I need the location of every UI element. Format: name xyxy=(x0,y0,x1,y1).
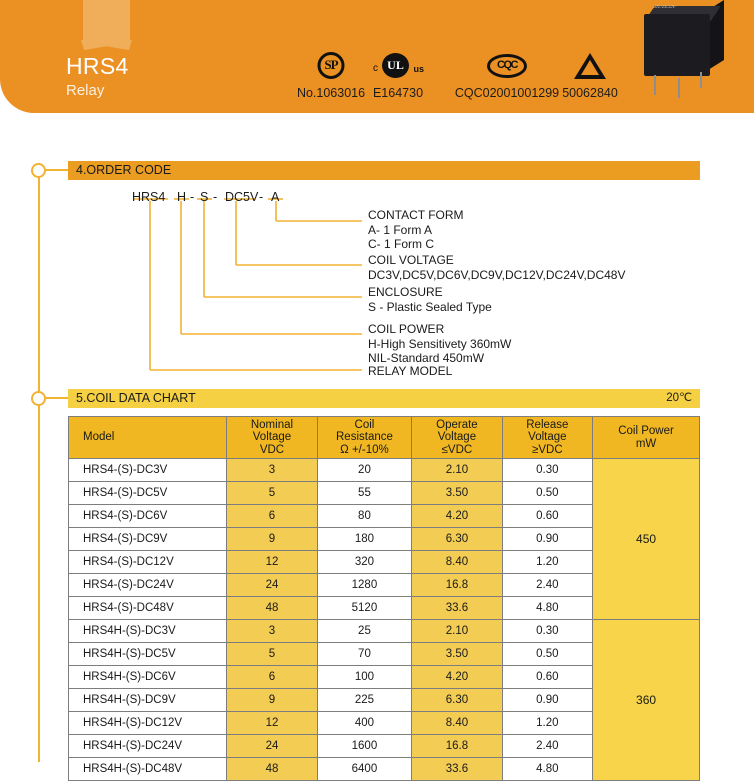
cell-release-voltage: 0.30 xyxy=(502,459,592,482)
cell-release-voltage: 0.60 xyxy=(502,505,592,528)
relay-pin xyxy=(678,78,680,98)
cell-coil-resistance: 1280 xyxy=(317,574,412,597)
cell-operate-voltage: 2.10 xyxy=(412,620,502,643)
header-line: Voltage xyxy=(528,431,567,444)
cell-model: HRS4H-(S)-DC24V xyxy=(69,735,227,758)
cell-release-voltage: 2.40 xyxy=(502,735,592,758)
order-code-token-voltage: DC5V xyxy=(225,190,259,204)
table-header-row xyxy=(69,417,700,459)
cell-model: HRS4H-(S)-DC5V xyxy=(69,643,227,666)
certification-label: No.1063016 xyxy=(296,86,366,100)
header-line: Coil xyxy=(354,418,375,431)
cell-release-voltage: 0.50 xyxy=(502,482,592,505)
cell-operate-voltage: 6.30 xyxy=(412,689,502,712)
cell-nominal-voltage: 5 xyxy=(227,643,317,666)
header-line: Model xyxy=(83,431,115,444)
order-code-token-contact: A xyxy=(271,190,280,204)
cell-operate-voltage: 8.40 xyxy=(412,551,502,574)
cell-model: HRS4-(S)-DC12V xyxy=(69,551,227,574)
callout-enclosure xyxy=(368,285,492,314)
cell-release-voltage: 1.20 xyxy=(502,551,592,574)
relay-front-face xyxy=(644,14,710,76)
cell-operate-voltage: 3.50 xyxy=(412,643,502,666)
cell-release-voltage: 4.80 xyxy=(502,597,592,620)
order-code-token-enclosure: S xyxy=(200,190,209,204)
cell-nominal-voltage: 24 xyxy=(227,735,317,758)
column-header-coil-power xyxy=(593,417,700,459)
cell-operate-voltage: 16.8 xyxy=(412,574,502,597)
relay-label-print: JZC-DC12V xyxy=(652,4,678,9)
cell-operate-voltage: 6.30 xyxy=(412,528,502,551)
column-header-nominal-voltage xyxy=(227,417,317,459)
relay-pin xyxy=(654,75,656,95)
table-row xyxy=(69,620,700,643)
cell-model: HRS4H-(S)-DC9V xyxy=(69,689,227,712)
page-header-banner xyxy=(0,0,754,113)
callout-title: COIL VOLTAGE xyxy=(368,253,454,267)
column-header-operate-voltage xyxy=(412,417,502,459)
ul-mark-icon: c UL us xyxy=(352,52,444,82)
callout-line: C- 1 Form C xyxy=(368,237,434,251)
cell-release-voltage: 4.80 xyxy=(502,758,592,781)
cell-model: HRS4H-(S)-DC3V xyxy=(69,620,227,643)
certification-label: 50062840 xyxy=(562,86,618,100)
cell-coil-power: 450 xyxy=(593,459,700,620)
cell-coil-power: 360 xyxy=(593,620,700,781)
table-body xyxy=(69,459,700,781)
ambient-temperature-note: 20℃ xyxy=(666,392,692,404)
timeline-stem-order-code xyxy=(46,169,68,171)
header-line: VDC xyxy=(259,443,285,456)
header-line: Ω +/-10% xyxy=(340,443,389,456)
cell-coil-resistance: 25 xyxy=(317,620,412,643)
header-line: Release xyxy=(526,418,569,431)
certification-label: CQC02001001299 xyxy=(454,86,560,100)
cell-operate-voltage: 8.40 xyxy=(412,712,502,735)
table-row xyxy=(69,459,700,482)
callout-line: DC3V,DC5V,DC6V,DC9V,DC12V,DC24V,DC48V xyxy=(368,267,626,282)
cell-coil-resistance: 320 xyxy=(317,551,412,574)
cell-model: HRS4H-(S)-DC12V xyxy=(69,712,227,735)
cell-operate-voltage: 4.20 xyxy=(412,505,502,528)
relay-pin xyxy=(700,72,702,88)
column-header-coil-resistance xyxy=(317,417,412,459)
relay-product-photo xyxy=(636,2,732,110)
section-timeline-rule xyxy=(38,170,40,762)
cell-coil-resistance: 400 xyxy=(317,712,412,735)
cell-nominal-voltage: 6 xyxy=(227,666,317,689)
header-line: Nominal xyxy=(250,418,294,431)
cell-nominal-voltage: 48 xyxy=(227,758,317,781)
cell-coil-resistance: 20 xyxy=(317,459,412,482)
cell-nominal-voltage: 24 xyxy=(227,574,317,597)
cell-nominal-voltage: 9 xyxy=(227,528,317,551)
cell-coil-resistance: 70 xyxy=(317,643,412,666)
cell-nominal-voltage: 48 xyxy=(227,597,317,620)
callout-title: ENCLOSURE xyxy=(368,285,443,299)
callout-line: A- 1 Form A xyxy=(368,222,433,237)
cell-nominal-voltage: 3 xyxy=(227,620,317,643)
cell-model: HRS4-(S)-DC5V xyxy=(69,482,227,505)
coil-data-table xyxy=(68,416,700,781)
cell-release-voltage: 2.40 xyxy=(502,574,592,597)
section-title: 4.ORDER CODE xyxy=(76,163,172,177)
timeline-stem-coil-data xyxy=(46,397,68,399)
banner-watermark-shape xyxy=(83,0,130,44)
callout-title: RELAY MODEL xyxy=(368,364,453,378)
order-code-token-power: H xyxy=(177,190,187,204)
cell-release-voltage: 0.90 xyxy=(502,528,592,551)
header-line: Operate xyxy=(436,418,478,431)
callout-title: CONTACT FORM xyxy=(368,208,464,222)
page-subtitle: Relay xyxy=(66,82,105,99)
cell-nominal-voltage: 9 xyxy=(227,689,317,712)
certification-tuv xyxy=(542,52,638,100)
cell-model: HRS4-(S)-DC48V xyxy=(69,597,227,620)
callout-contact-form xyxy=(368,208,464,252)
cell-model: HRS4-(S)-DC3V xyxy=(69,459,227,482)
page-title: HRS4 xyxy=(66,53,129,79)
cell-release-voltage: 0.50 xyxy=(502,643,592,666)
cell-coil-resistance: 100 xyxy=(317,666,412,689)
order-code-token-model: HRS4 xyxy=(132,190,166,204)
timeline-node-coil-data xyxy=(31,391,46,406)
cell-operate-voltage: 16.8 xyxy=(412,735,502,758)
callout-line: NIL-Standard 450mW xyxy=(368,351,485,365)
cell-operate-voltage: 2.10 xyxy=(412,459,502,482)
section-title: 5.COIL DATA CHART xyxy=(76,391,196,405)
callout-coil-voltage xyxy=(368,253,625,282)
cell-release-voltage: 0.30 xyxy=(502,620,592,643)
order-code-separator: - xyxy=(190,190,195,204)
cell-operate-voltage: 33.6 xyxy=(412,758,502,781)
cell-operate-voltage: 4.20 xyxy=(412,666,502,689)
section-header-order-code xyxy=(68,161,700,180)
column-header-release-voltage xyxy=(502,417,592,459)
cell-nominal-voltage: 5 xyxy=(227,482,317,505)
header-line: Resistance xyxy=(336,431,393,444)
cell-model: HRS4H-(S)-DC48V xyxy=(69,758,227,781)
header-line: Coil Power xyxy=(618,425,674,437)
header-line: ≥VDC xyxy=(532,443,563,456)
certification-label: E164730 xyxy=(372,86,424,100)
header-line: Voltage xyxy=(252,431,292,444)
order-code-separator: - xyxy=(259,190,264,204)
cell-nominal-voltage: 6 xyxy=(227,505,317,528)
callout-coil-power xyxy=(368,322,511,366)
header-line: mW xyxy=(635,437,657,450)
cell-operate-voltage: 33.6 xyxy=(412,597,502,620)
cell-model: HRS4-(S)-DC6V xyxy=(69,505,227,528)
callout-relay-model xyxy=(368,364,452,379)
callout-title: COIL POWER xyxy=(368,322,445,336)
timeline-node-order-code xyxy=(31,163,46,178)
cell-coil-resistance: 1600 xyxy=(317,735,412,758)
triangle-cert-icon xyxy=(542,52,638,82)
cell-nominal-voltage: 12 xyxy=(227,712,317,735)
callout-line: S - Plastic Sealed Type xyxy=(368,299,492,314)
cell-release-voltage: 0.90 xyxy=(502,689,592,712)
cell-release-voltage: 1.20 xyxy=(502,712,592,735)
column-header-model xyxy=(69,417,227,459)
certification-ul xyxy=(352,52,444,100)
order-code-separator: - xyxy=(213,190,218,204)
cell-model: HRS4H-(S)-DC6V xyxy=(69,666,227,689)
cell-coil-resistance: 55 xyxy=(317,482,412,505)
section-header-coil-data xyxy=(68,389,700,408)
header-line: ≤VDC xyxy=(441,443,473,456)
cell-coil-resistance: 6400 xyxy=(317,758,412,781)
cell-nominal-voltage: 12 xyxy=(227,551,317,574)
cell-release-voltage: 0.60 xyxy=(502,666,592,689)
cell-nominal-voltage: 3 xyxy=(227,459,317,482)
cell-model: HRS4-(S)-DC24V xyxy=(69,574,227,597)
cell-operate-voltage: 3.50 xyxy=(412,482,502,505)
cell-model: HRS4-(S)-DC9V xyxy=(69,528,227,551)
cell-coil-resistance: 225 xyxy=(317,689,412,712)
callout-line: H-High Sensitivety 360mW xyxy=(368,336,512,351)
cell-coil-resistance: 80 xyxy=(317,505,412,528)
cell-coil-resistance: 180 xyxy=(317,528,412,551)
csa-mark-icon: SP xyxy=(285,52,377,82)
header-line: Voltage xyxy=(437,431,477,444)
cell-coil-resistance: 5120 xyxy=(317,597,412,620)
